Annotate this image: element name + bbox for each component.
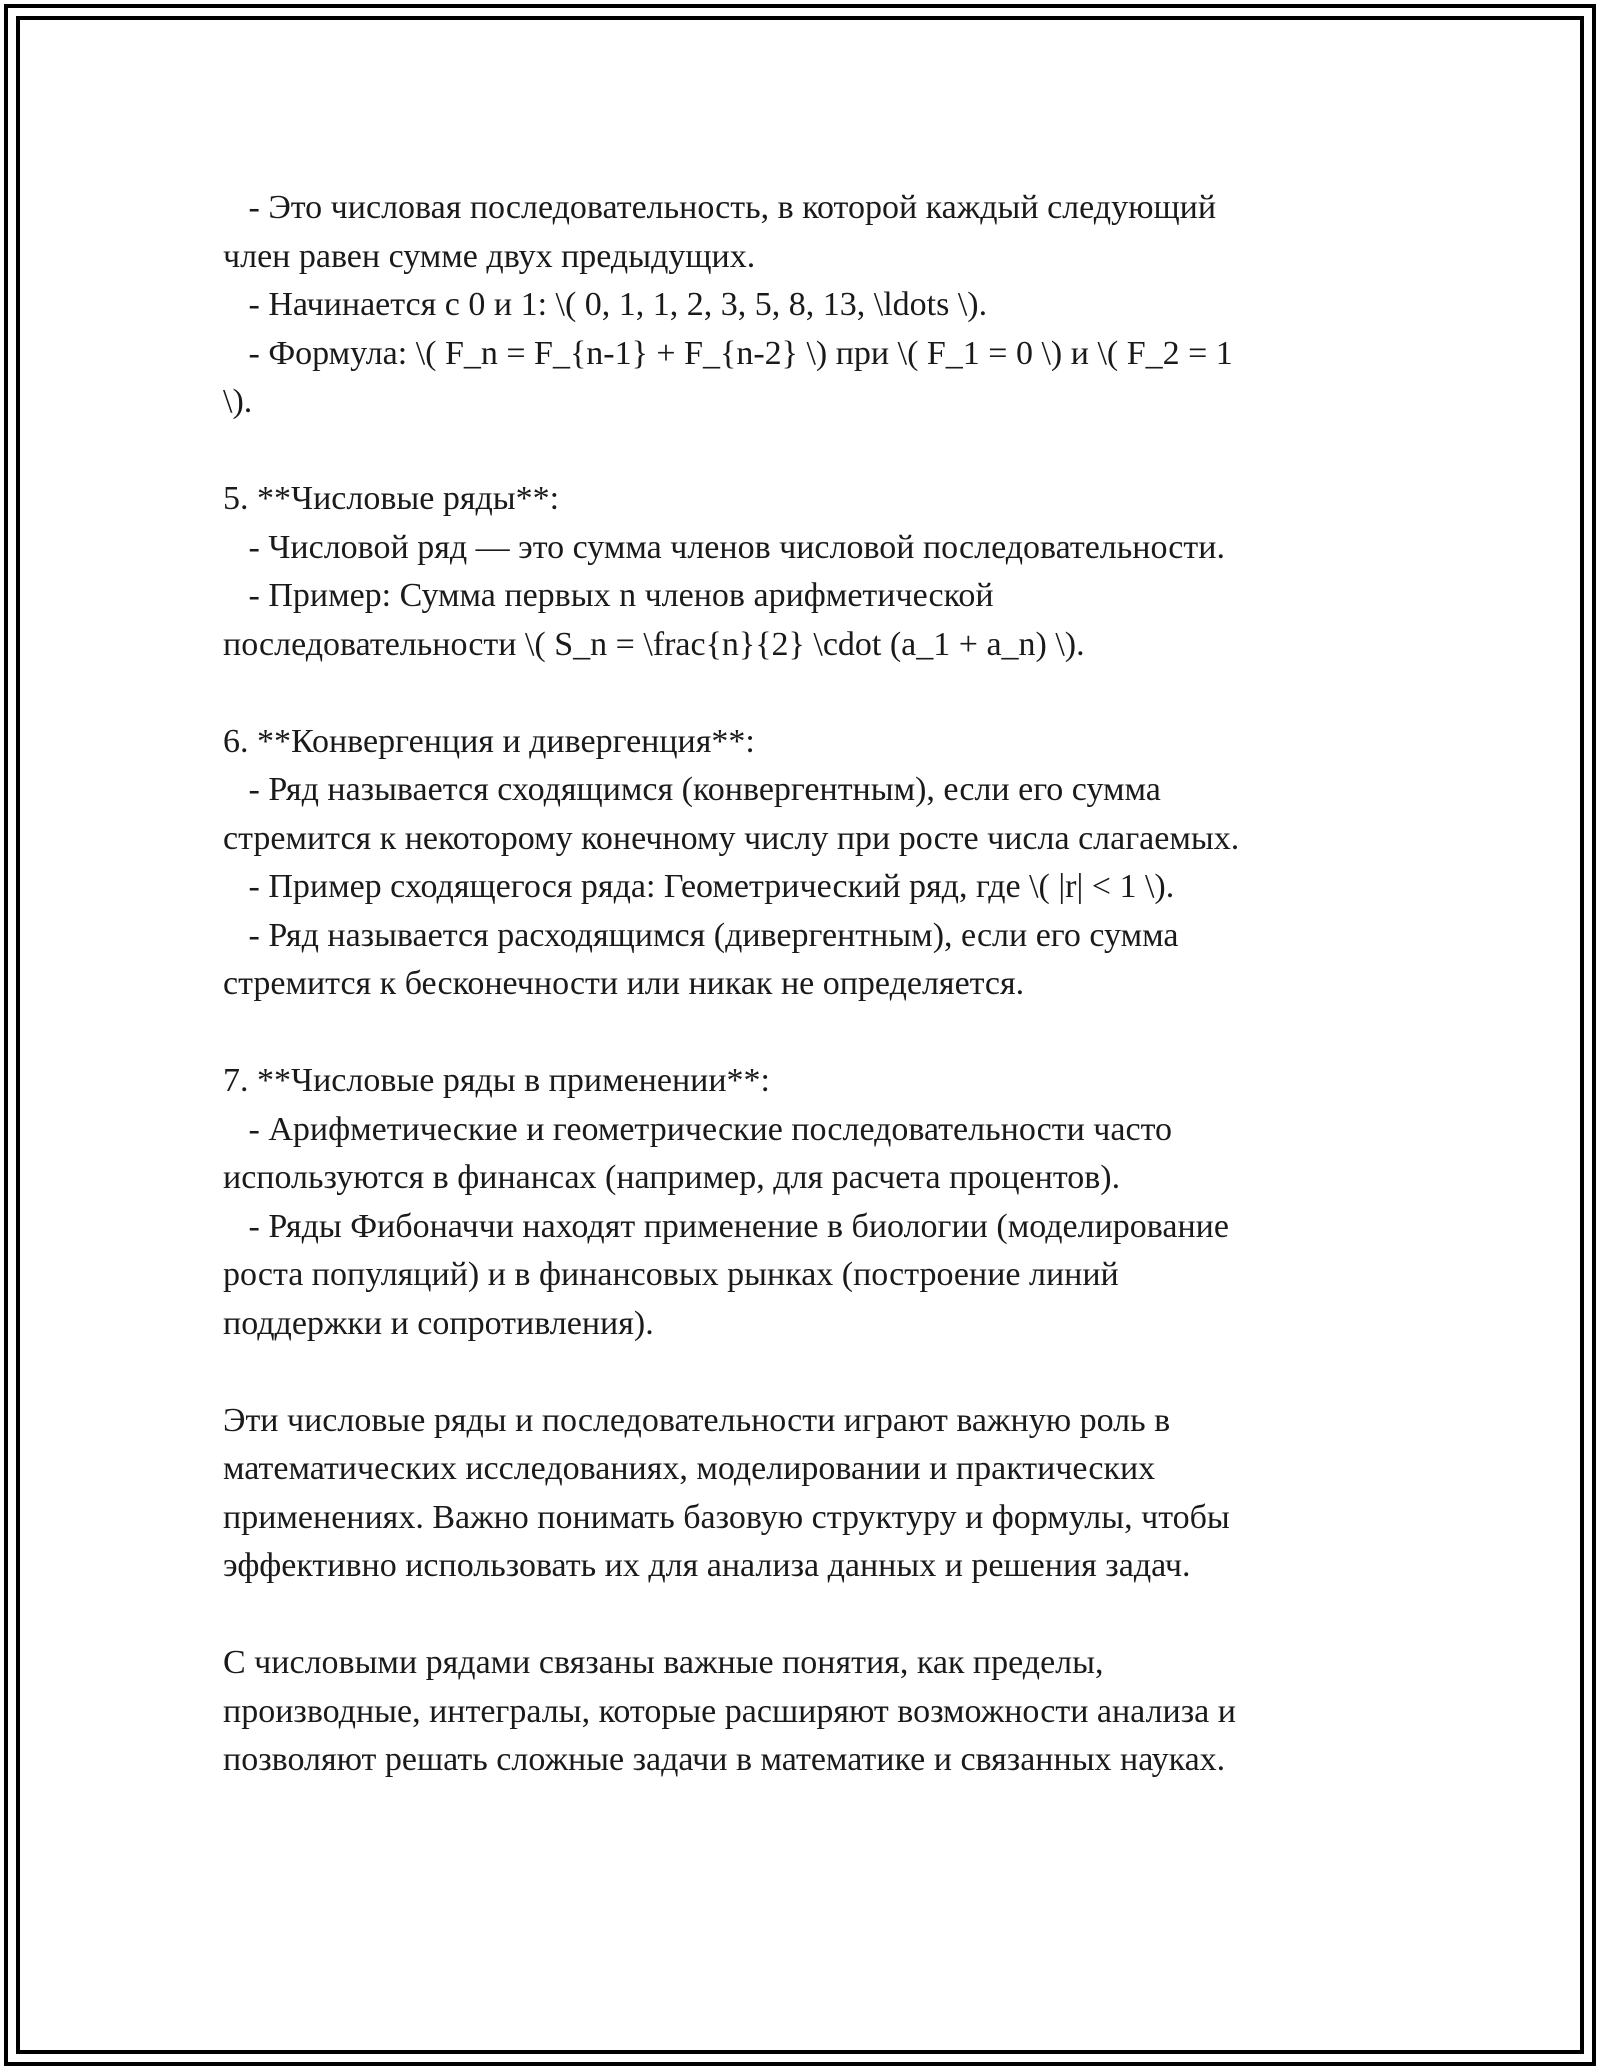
paragraph-gap (223, 427, 1353, 476)
text-line: роста популяций) и в финансовых рынках (построение линий (223, 1256, 1119, 1293)
text-line: применениях. Важно понимать базовую структуру и формулы, чтобы (223, 1498, 1230, 1536)
paragraph-gap (223, 1348, 1353, 1397)
text-line: - Числовой ряд — это сумма членов числовой последовательности. (223, 528, 1225, 566)
text-line: математических исследованиях, моделировании и практических (223, 1450, 1156, 1487)
text-line: эффективно использовать их для анализа данных и решения задач. (223, 1547, 1191, 1584)
text-line: Эти числовые ряды и последовательности играют важную роль в (223, 1401, 1171, 1439)
text-line: С числовыми рядами связаны важные понятия, как пределы, (223, 1644, 1104, 1681)
paragraph-gap (223, 669, 1353, 718)
text-line: - Это числовая последовательность, в которой каждый следующий (223, 189, 1217, 226)
section-heading: 7. **Числовые ряды в применении**: (223, 1062, 770, 1099)
text-line: - Начинается с 0 и 1: \( 0, 1, 1, 2, 3, 5, 8, 13, \ldots \). (223, 286, 988, 323)
paragraph-gap (223, 1591, 1353, 1640)
text-line: стремится к некоторому конечному числу при росте числа слагаемых. (223, 819, 1240, 857)
text-line: последовательности \( S_n = \frac{n}{2} \cdot (a_1 + a_n) \). (223, 625, 1085, 663)
text-line: - Ряды Фибоначчи находят применение в биологии (моделирование (223, 1207, 1229, 1245)
text-line: позволяют решать сложные задачи в математике и связанных науках. (223, 1741, 1226, 1778)
text-line: поддержки и сопротивления). (223, 1304, 654, 1342)
text-line: - Арифметические и геометрические последовательности часто (223, 1110, 1172, 1148)
document-body (223, 184, 1353, 1785)
text-line: - Формула: \( F_n = F_{n-1} + F_{n-2} \) при \( F_1 = 0 \) и \( F_2 = 1 (223, 334, 1233, 372)
section-heading: 6. **Конвергенция и дивергенция**: (223, 722, 755, 760)
text-line: производные, интегралы, которые расширяют возможности анализа и (223, 1692, 1236, 1730)
text-line: - Пример: Сумма первых n членов арифметической (223, 577, 994, 614)
text-line: используются в финансах (например, для расчета процентов). (223, 1159, 1121, 1196)
text-line: - Ряд называется сходящимся (конвергентным), если его сумма (223, 771, 1161, 808)
text-line: \). (223, 383, 253, 420)
paragraph-gap (223, 1009, 1353, 1058)
text-line: стремится к бесконечности или никак не определяется. (223, 965, 1025, 1002)
section-heading: 5. **Числовые ряды**: (223, 480, 560, 517)
text-line: член равен сумме двух предыдущих. (223, 237, 756, 275)
text-line: - Пример сходящегося ряда: Геометрический ряд, где \( |r| < 1 \). (223, 868, 1175, 905)
text-line: - Ряд называется расходящимся (дивергентным), если его сумма (223, 916, 1179, 954)
